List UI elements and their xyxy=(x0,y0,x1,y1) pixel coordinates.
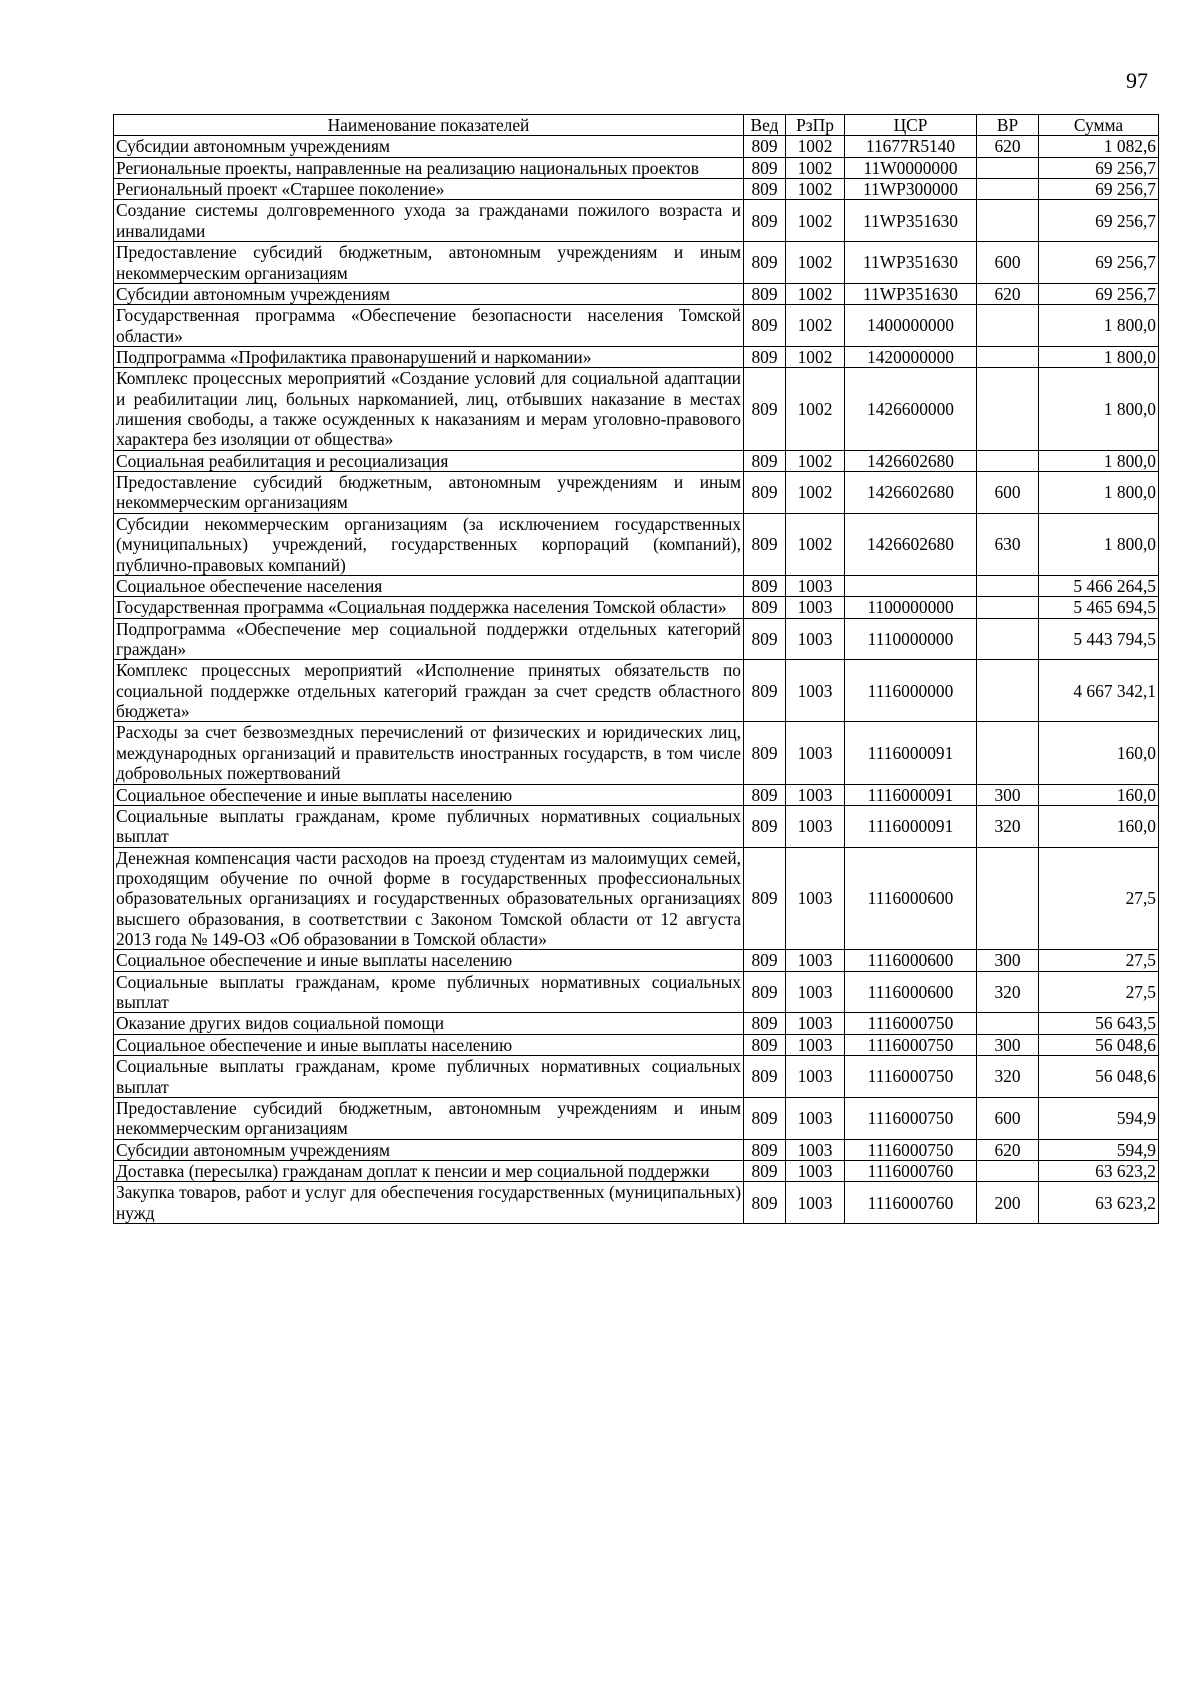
cell-csr: 1116000091 xyxy=(845,722,977,784)
cell-csr: 1400000000 xyxy=(845,305,977,347)
cell-ved: 809 xyxy=(744,660,786,722)
cell-name: Комплекс процессных мероприятий «Создание условий для социальной адаптации и реабилитации лиц, больных наркоманией, лиц, отбывших наказание в местах лишения свободы, а также осужденных к наказаниям и мерам уголовно-правового характера без изоляции от общества» xyxy=(114,368,744,450)
cell-vr: 300 xyxy=(977,950,1039,971)
cell-sum: 27,5 xyxy=(1039,971,1159,1013)
table-row xyxy=(114,1034,1159,1055)
cell-vr: 630 xyxy=(977,513,1039,575)
cell-sum: 1 800,0 xyxy=(1039,346,1159,367)
cell-ved: 809 xyxy=(744,368,786,450)
cell-rzpr: 1003 xyxy=(786,660,845,722)
cell-csr: 11677R5140 xyxy=(845,136,977,157)
cell-name: Создание системы долговременного ухода за гражданами пожилого возраста и инвалидами xyxy=(114,200,744,242)
cell-ved: 809 xyxy=(744,1056,786,1098)
cell-name: Субсидии автономным учреждениям xyxy=(114,136,744,157)
cell-ved: 809 xyxy=(744,305,786,347)
cell-name: Закупка товаров, работ и услуг для обеспечения государственных (муниципальных) нужд xyxy=(114,1182,744,1224)
cell-ved: 809 xyxy=(744,805,786,847)
table-row xyxy=(114,157,1159,178)
cell-name: Расходы за счет безвозмездных перечислений от физических и юридических лиц, международных организаций и правительств иностранных государств, в том числе добровольных пожертвований xyxy=(114,722,744,784)
cell-csr: 1116000091 xyxy=(845,805,977,847)
cell-csr: 1116000750 xyxy=(845,1034,977,1055)
cell-csr: 1116000600 xyxy=(845,971,977,1013)
cell-vr: 620 xyxy=(977,1139,1039,1160)
cell-sum: 63 623,2 xyxy=(1039,1182,1159,1224)
header-name: Наименование показателей xyxy=(114,115,744,136)
table-row xyxy=(114,660,1159,722)
cell-sum: 5 443 794,5 xyxy=(1039,618,1159,660)
cell-name: Подпрограмма «Профилактика правонарушений и наркомании» xyxy=(114,346,744,367)
cell-ved: 809 xyxy=(744,575,786,596)
cell-sum: 594,9 xyxy=(1039,1139,1159,1160)
page-number: 97 xyxy=(1126,68,1148,93)
cell-ved: 809 xyxy=(744,597,786,618)
cell-csr: 1116000000 xyxy=(845,660,977,722)
cell-ved: 809 xyxy=(744,1182,786,1224)
cell-sum: 5 466 264,5 xyxy=(1039,575,1159,596)
cell-rzpr: 1003 xyxy=(786,784,845,805)
table-row xyxy=(114,513,1159,575)
cell-rzpr: 1003 xyxy=(786,1160,845,1181)
table-row xyxy=(114,1139,1159,1160)
cell-name: Доставка (пересылка) гражданам доплат к пенсии и мер социальной поддержки xyxy=(114,1160,744,1181)
cell-ved: 809 xyxy=(744,472,786,514)
cell-csr xyxy=(845,575,977,596)
cell-rzpr: 1003 xyxy=(786,1056,845,1098)
cell-rzpr: 1003 xyxy=(786,1034,845,1055)
table-row xyxy=(114,200,1159,242)
cell-vr: 320 xyxy=(977,805,1039,847)
cell-sum: 1 800,0 xyxy=(1039,450,1159,471)
cell-rzpr: 1003 xyxy=(786,1182,845,1224)
table-row xyxy=(114,179,1159,200)
table-row xyxy=(114,1097,1159,1139)
cell-ved: 809 xyxy=(744,971,786,1013)
table-row xyxy=(114,136,1159,157)
cell-vr: 200 xyxy=(977,1182,1039,1224)
table-row xyxy=(114,805,1159,847)
cell-ved: 809 xyxy=(744,784,786,805)
cell-vr xyxy=(977,575,1039,596)
table-row xyxy=(114,618,1159,660)
cell-csr: 1116000750 xyxy=(845,1056,977,1098)
cell-csr: 1116000760 xyxy=(845,1182,977,1224)
cell-name: Денежная компенсация части расходов на проезд студентам из малоимущих семей, проходящим обучение по очной форме в государственных профессиональных образовательных организациях и государственных образовательных организациях высшего образования, в соответствии с Законом Томской области от 12 августа 2013 года № 149-ОЗ «Об образовании в Томской области» xyxy=(114,847,744,950)
cell-ved: 809 xyxy=(744,1097,786,1139)
table-row xyxy=(114,575,1159,596)
cell-name: Комплекс процессных мероприятий «Исполнение принятых обязательств по социальной поддержке отдельных категорий граждан за счет средств областного бюджета» xyxy=(114,660,744,722)
cell-vr: 320 xyxy=(977,1056,1039,1098)
cell-name: Предоставление субсидий бюджетным, автономным учреждениям и иным некоммерческим организациям xyxy=(114,242,744,284)
cell-csr: 1116000750 xyxy=(845,1139,977,1160)
cell-sum: 69 256,7 xyxy=(1039,200,1159,242)
cell-rzpr: 1002 xyxy=(786,368,845,450)
cell-name: Региональные проекты, направленные на реализацию национальных проектов xyxy=(114,157,744,178)
cell-sum: 160,0 xyxy=(1039,784,1159,805)
budget-table xyxy=(113,114,1159,1224)
cell-ved: 809 xyxy=(744,179,786,200)
cell-vr xyxy=(977,305,1039,347)
cell-vr: 300 xyxy=(977,784,1039,805)
cell-rzpr: 1003 xyxy=(786,597,845,618)
cell-rzpr: 1003 xyxy=(786,1013,845,1034)
cell-csr: 1426602680 xyxy=(845,513,977,575)
cell-vr xyxy=(977,847,1039,950)
cell-ved: 809 xyxy=(744,450,786,471)
cell-vr xyxy=(977,618,1039,660)
table-row xyxy=(114,1182,1159,1224)
cell-ved: 809 xyxy=(744,1034,786,1055)
cell-name: Социальное обеспечение населения xyxy=(114,575,744,596)
cell-sum: 56 048,6 xyxy=(1039,1034,1159,1055)
cell-ved: 809 xyxy=(744,618,786,660)
cell-sum: 160,0 xyxy=(1039,722,1159,784)
cell-vr xyxy=(977,368,1039,450)
cell-name: Оказание других видов социальной помощи xyxy=(114,1013,744,1034)
cell-csr: 11WP351630 xyxy=(845,200,977,242)
header-ved: Вед xyxy=(744,115,786,136)
cell-ved: 809 xyxy=(744,950,786,971)
cell-rzpr: 1003 xyxy=(786,722,845,784)
cell-csr: 1110000000 xyxy=(845,618,977,660)
cell-vr xyxy=(977,179,1039,200)
table-row xyxy=(114,722,1159,784)
table-row xyxy=(114,1160,1159,1181)
cell-sum: 1 800,0 xyxy=(1039,472,1159,514)
cell-csr: 1116000750 xyxy=(845,1013,977,1034)
cell-rzpr: 1003 xyxy=(786,1097,845,1139)
cell-rzpr: 1002 xyxy=(786,157,845,178)
cell-name: Региональный проект «Старшее поколение» xyxy=(114,179,744,200)
cell-name: Социальное обеспечение и иные выплаты населению xyxy=(114,1034,744,1055)
cell-vr: 620 xyxy=(977,283,1039,304)
cell-sum: 27,5 xyxy=(1039,847,1159,950)
cell-ved: 809 xyxy=(744,200,786,242)
header-vr: ВР xyxy=(977,115,1039,136)
cell-rzpr: 1002 xyxy=(786,305,845,347)
table-row xyxy=(114,950,1159,971)
table-row xyxy=(114,472,1159,514)
table-row xyxy=(114,346,1159,367)
cell-name: Субсидии автономным учреждениям xyxy=(114,1139,744,1160)
table-row xyxy=(114,305,1159,347)
cell-ved: 809 xyxy=(744,513,786,575)
cell-sum: 69 256,7 xyxy=(1039,283,1159,304)
header-sum: Сумма xyxy=(1039,115,1159,136)
table-row xyxy=(114,1056,1159,1098)
cell-sum: 1 082,6 xyxy=(1039,136,1159,157)
cell-ved: 809 xyxy=(744,1013,786,1034)
cell-csr: 1426602680 xyxy=(845,450,977,471)
cell-sum: 1 800,0 xyxy=(1039,305,1159,347)
cell-ved: 809 xyxy=(744,847,786,950)
cell-ved: 809 xyxy=(744,157,786,178)
cell-vr xyxy=(977,1160,1039,1181)
cell-name: Социальные выплаты гражданам, кроме публичных нормативных социальных выплат xyxy=(114,971,744,1013)
cell-rzpr: 1002 xyxy=(786,136,845,157)
table-row xyxy=(114,597,1159,618)
header-rzpr: РзПр xyxy=(786,115,845,136)
cell-sum: 594,9 xyxy=(1039,1097,1159,1139)
cell-sum: 69 256,7 xyxy=(1039,157,1159,178)
cell-csr: 1116000600 xyxy=(845,950,977,971)
cell-rzpr: 1003 xyxy=(786,971,845,1013)
table-body xyxy=(114,136,1159,1224)
cell-csr: 1116000600 xyxy=(845,847,977,950)
header-csr: ЦСР xyxy=(845,115,977,136)
cell-name: Социальное обеспечение и иные выплаты населению xyxy=(114,950,744,971)
cell-ved: 809 xyxy=(744,722,786,784)
cell-name: Государственная программа «Обеспечение безопасности населения Томской области» xyxy=(114,305,744,347)
cell-sum: 63 623,2 xyxy=(1039,1160,1159,1181)
cell-sum: 1 800,0 xyxy=(1039,513,1159,575)
cell-rzpr: 1003 xyxy=(786,575,845,596)
table-row xyxy=(114,283,1159,304)
cell-rzpr: 1002 xyxy=(786,472,845,514)
cell-rzpr: 1002 xyxy=(786,346,845,367)
table-header-row xyxy=(114,115,1159,136)
cell-name: Предоставление субсидий бюджетным, автономным учреждениям и иным некоммерческим организациям xyxy=(114,472,744,514)
table-row xyxy=(114,1013,1159,1034)
cell-rzpr: 1003 xyxy=(786,618,845,660)
cell-csr: 1100000000 xyxy=(845,597,977,618)
cell-rzpr: 1002 xyxy=(786,242,845,284)
cell-vr xyxy=(977,660,1039,722)
table-row xyxy=(114,368,1159,450)
cell-sum: 1 800,0 xyxy=(1039,368,1159,450)
cell-ved: 809 xyxy=(744,283,786,304)
cell-vr: 620 xyxy=(977,136,1039,157)
cell-name: Субсидии автономным учреждениям xyxy=(114,283,744,304)
cell-name: Социальные выплаты гражданам, кроме публичных нормативных социальных выплат xyxy=(114,805,744,847)
cell-sum: 69 256,7 xyxy=(1039,179,1159,200)
cell-name: Социальное обеспечение и иные выплаты населению xyxy=(114,784,744,805)
cell-rzpr: 1003 xyxy=(786,950,845,971)
table-row xyxy=(114,784,1159,805)
cell-vr: 320 xyxy=(977,971,1039,1013)
cell-name: Государственная программа «Социальная поддержка населения Томской области» xyxy=(114,597,744,618)
cell-sum: 160,0 xyxy=(1039,805,1159,847)
cell-ved: 809 xyxy=(744,242,786,284)
cell-sum: 56 643,5 xyxy=(1039,1013,1159,1034)
cell-ved: 809 xyxy=(744,136,786,157)
cell-sum: 69 256,7 xyxy=(1039,242,1159,284)
cell-vr xyxy=(977,346,1039,367)
cell-csr: 11WP351630 xyxy=(845,242,977,284)
cell-csr: 1116000091 xyxy=(845,784,977,805)
cell-csr: 1116000750 xyxy=(845,1097,977,1139)
cell-vr: 600 xyxy=(977,242,1039,284)
cell-sum: 56 048,6 xyxy=(1039,1056,1159,1098)
cell-sum: 27,5 xyxy=(1039,950,1159,971)
cell-csr: 11WP351630 xyxy=(845,283,977,304)
cell-vr xyxy=(977,597,1039,618)
cell-rzpr: 1003 xyxy=(786,805,845,847)
cell-name: Подпрограмма «Обеспечение мер социальной поддержки отдельных категорий граждан» xyxy=(114,618,744,660)
cell-name: Предоставление субсидий бюджетным, автономным учреждениям и иным некоммерческим организациям xyxy=(114,1097,744,1139)
cell-rzpr: 1002 xyxy=(786,450,845,471)
cell-vr xyxy=(977,1013,1039,1034)
cell-vr xyxy=(977,200,1039,242)
cell-csr: 11W0000000 xyxy=(845,157,977,178)
cell-csr: 11WP300000 xyxy=(845,179,977,200)
cell-name: Субсидии некоммерческим организациям (за исключением государственных (муниципальных) учреждений, государственных корпораций (компаний), публично-правовых компаний) xyxy=(114,513,744,575)
cell-vr xyxy=(977,157,1039,178)
cell-csr: 1420000000 xyxy=(845,346,977,367)
cell-ved: 809 xyxy=(744,1160,786,1181)
cell-vr xyxy=(977,450,1039,471)
cell-rzpr: 1003 xyxy=(786,1139,845,1160)
cell-name: Социальные выплаты гражданам, кроме публичных нормативных социальных выплат xyxy=(114,1056,744,1098)
cell-ved: 809 xyxy=(744,346,786,367)
cell-vr: 600 xyxy=(977,1097,1039,1139)
cell-csr: 1426602680 xyxy=(845,472,977,514)
cell-vr: 600 xyxy=(977,472,1039,514)
table-row xyxy=(114,242,1159,284)
table-row xyxy=(114,450,1159,471)
table-row xyxy=(114,847,1159,950)
cell-rzpr: 1003 xyxy=(786,847,845,950)
cell-csr: 1116000760 xyxy=(845,1160,977,1181)
cell-vr: 300 xyxy=(977,1034,1039,1055)
cell-rzpr: 1002 xyxy=(786,200,845,242)
cell-sum: 4 667 342,1 xyxy=(1039,660,1159,722)
cell-rzpr: 1002 xyxy=(786,283,845,304)
cell-rzpr: 1002 xyxy=(786,179,845,200)
cell-rzpr: 1002 xyxy=(786,513,845,575)
cell-csr: 1426600000 xyxy=(845,368,977,450)
cell-vr xyxy=(977,722,1039,784)
cell-sum: 5 465 694,5 xyxy=(1039,597,1159,618)
table-row xyxy=(114,971,1159,1013)
cell-name: Социальная реабилитация и ресоциализация xyxy=(114,450,744,471)
cell-ved: 809 xyxy=(744,1139,786,1160)
